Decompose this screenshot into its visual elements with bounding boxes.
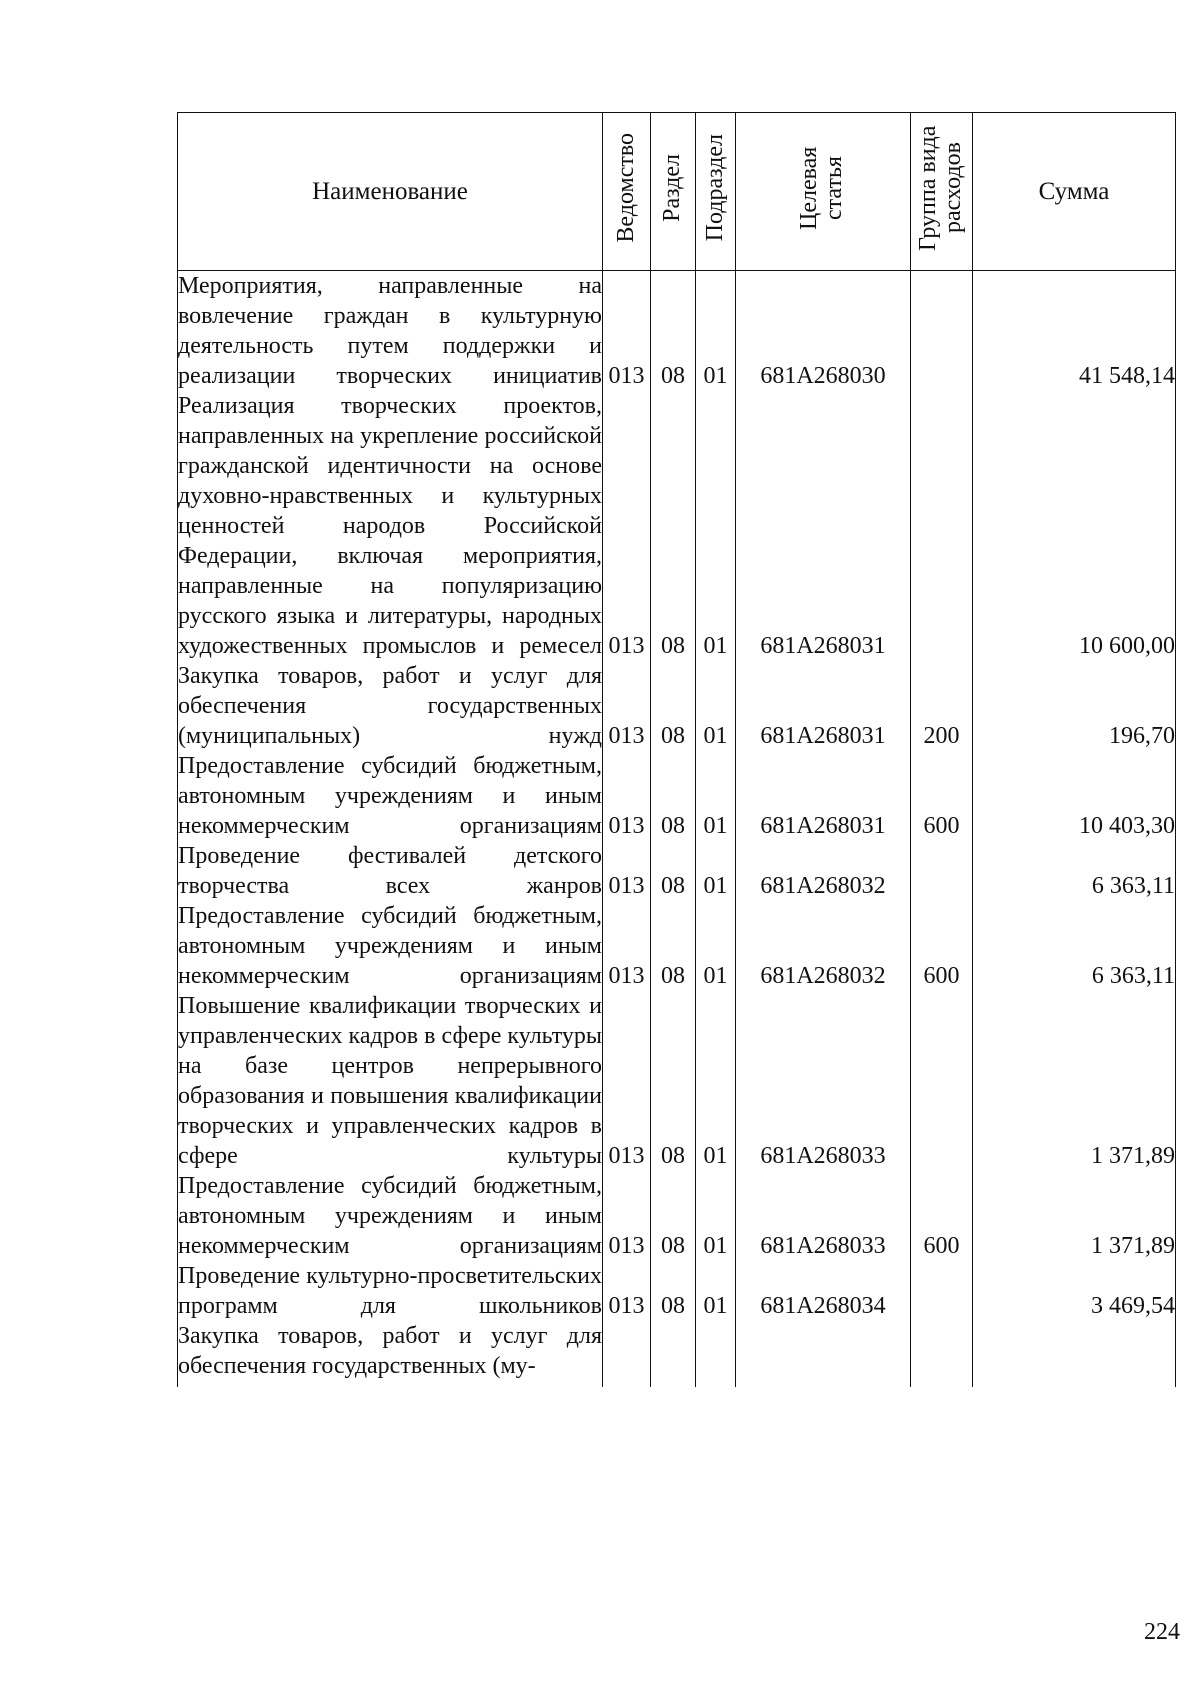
table-row bbox=[178, 391, 1176, 661]
table-row bbox=[178, 901, 1176, 991]
row-podrazdel: 01 bbox=[696, 1261, 736, 1321]
row-vedomstvo: 013 bbox=[603, 1171, 651, 1261]
row-name: Проведение культурно-просветительских программ для школьников bbox=[178, 1263, 602, 1319]
row-summa: 1 371,89 bbox=[973, 1171, 1176, 1261]
row-vedomstvo: 013 bbox=[603, 751, 651, 841]
row-razdel: 08 bbox=[651, 751, 696, 841]
row-razdel: 08 bbox=[651, 661, 696, 751]
table-row bbox=[178, 1321, 1176, 1387]
row-name: Проведение фестивалей детского творчества всех жанров bbox=[178, 843, 602, 899]
header-summa-label: Сумма bbox=[1038, 177, 1110, 205]
header-podrazdel-label: Подраздел bbox=[701, 134, 728, 242]
row-gruppa bbox=[911, 1261, 973, 1321]
row-name: Мероприятия, направленные на вовлечение граждан в культурную деятельность путем поддержки и реализации творческих инициатив bbox=[178, 271, 603, 392]
row-podrazdel bbox=[696, 1321, 736, 1387]
row-celevaya-statya: 681А268031 bbox=[736, 391, 911, 661]
row-summa: 10 403,30 bbox=[973, 751, 1176, 841]
row-summa: 1 371,89 bbox=[973, 991, 1176, 1171]
row-vedomstvo: 013 bbox=[603, 841, 651, 901]
table-row bbox=[178, 271, 1176, 392]
row-celevaya-statya: 681А268030 bbox=[736, 271, 911, 392]
row-razdel: 08 bbox=[651, 271, 696, 392]
header-celevaya-statya-label: Целевая статья bbox=[796, 146, 848, 230]
row-podrazdel: 01 bbox=[696, 391, 736, 661]
row-summa: 6 363,11 bbox=[973, 841, 1176, 901]
header-razdel-label: Раздел bbox=[659, 154, 686, 222]
row-podrazdel: 01 bbox=[696, 271, 736, 392]
table-row bbox=[178, 841, 1176, 901]
row-vedomstvo: 013 bbox=[603, 271, 651, 392]
row-celevaya-statya: 681А268031 bbox=[736, 751, 911, 841]
row-summa: 196,70 bbox=[973, 661, 1176, 751]
row-razdel: 08 bbox=[651, 1171, 696, 1261]
budget-table bbox=[177, 112, 1176, 1387]
row-summa: 10 600,00 bbox=[973, 391, 1176, 661]
row-razdel: 08 bbox=[651, 1261, 696, 1321]
row-podrazdel: 01 bbox=[696, 661, 736, 751]
row-vedomstvo: 013 bbox=[603, 991, 651, 1171]
table-row bbox=[178, 751, 1176, 841]
row-gruppa bbox=[911, 991, 973, 1171]
row-name: Предоставление субсидий бюджетным, автономным учреждениям и иным некоммерческим организациям bbox=[178, 1173, 602, 1259]
row-podrazdel: 01 bbox=[696, 751, 736, 841]
row-gruppa: 600 bbox=[911, 1171, 973, 1261]
row-vedomstvo: 013 bbox=[603, 391, 651, 661]
table-row bbox=[178, 661, 1176, 751]
row-celevaya-statya: 681А268034 bbox=[736, 1261, 911, 1321]
row-razdel: 08 bbox=[651, 991, 696, 1171]
row-celevaya-statya bbox=[736, 1321, 911, 1387]
row-podrazdel: 01 bbox=[696, 901, 736, 991]
header-celevaya-statya bbox=[736, 113, 911, 271]
row-summa: 6 363,11 bbox=[973, 901, 1176, 991]
row-summa: 3 469,54 bbox=[973, 1261, 1176, 1321]
row-celevaya-statya: 681А268033 bbox=[736, 991, 911, 1171]
row-summa: 41 548,14 bbox=[973, 271, 1176, 392]
table-row bbox=[178, 1261, 1176, 1321]
table-row bbox=[178, 1171, 1176, 1261]
row-vedomstvo: 013 bbox=[603, 901, 651, 991]
row-gruppa bbox=[911, 841, 973, 901]
row-razdel: 08 bbox=[651, 391, 696, 661]
row-celevaya-statya: 681А268032 bbox=[736, 901, 911, 991]
table-header-row bbox=[178, 113, 1176, 271]
row-gruppa bbox=[911, 271, 973, 392]
row-name: Предоставление субсидий бюджетным, автономным учреждениям и иным некоммерческим организациям bbox=[178, 753, 602, 839]
row-name: Предоставление субсидий бюджетным, автономным учреждениям и иным некоммерческим организациям bbox=[178, 903, 602, 989]
row-gruppa: 600 bbox=[911, 751, 973, 841]
row-podrazdel: 01 bbox=[696, 1171, 736, 1261]
row-summa bbox=[973, 1321, 1176, 1387]
row-razdel bbox=[651, 1321, 696, 1387]
row-gruppa bbox=[911, 1321, 973, 1387]
header-vedomstvo-label: Ведомство bbox=[612, 133, 639, 243]
row-name: Закупка товаров, работ и услуг для обеспечения государственных (му- bbox=[178, 1321, 603, 1387]
row-gruppa: 600 bbox=[911, 901, 973, 991]
row-name: Реализация творческих проектов, направленных на укрепление российской гражданской идентичности на основе духовно-нравственных и культурных ценностей народов Российской Федерации, включая мероприятия, направленные на популяризацию русского языка и литературы, народных художественных промыслов и ремесел bbox=[178, 393, 602, 659]
row-vedomstvo bbox=[603, 1321, 651, 1387]
table-row bbox=[178, 991, 1176, 1171]
row-celevaya-statya: 681А268033 bbox=[736, 1171, 911, 1261]
row-razdel: 08 bbox=[651, 841, 696, 901]
row-vedomstvo: 013 bbox=[603, 1261, 651, 1321]
header-gruppa-vida-rashodov-label: Группа вида расходов bbox=[914, 125, 966, 251]
row-razdel: 08 bbox=[651, 901, 696, 991]
row-podrazdel: 01 bbox=[696, 991, 736, 1171]
header-vedomstvo bbox=[603, 113, 651, 271]
row-celevaya-statya: 681А268031 bbox=[736, 661, 911, 751]
row-gruppa: 200 bbox=[911, 661, 973, 751]
row-celevaya-statya: 681А268032 bbox=[736, 841, 911, 901]
header-name bbox=[178, 113, 603, 271]
header-gruppa-vida-rashodov bbox=[911, 113, 973, 271]
row-podrazdel: 01 bbox=[696, 841, 736, 901]
header-podrazdel bbox=[696, 113, 736, 271]
header-razdel bbox=[651, 113, 696, 271]
row-vedomstvo: 013 bbox=[603, 661, 651, 751]
page-number: 224 bbox=[1144, 1619, 1180, 1645]
header-summa bbox=[973, 113, 1176, 271]
header-name-label: Наименование bbox=[312, 177, 468, 205]
row-name: Закупка товаров, работ и услуг для обеспечения государственных (муниципальных) нужд bbox=[178, 663, 602, 749]
row-name: Повышение квалификации творческих и управленческих кадров в сфере культуры на базе центров непрерывного образования и повышения квалификации творческих и управленческих кадров в сфере культуры bbox=[178, 993, 602, 1169]
row-gruppa bbox=[911, 391, 973, 661]
